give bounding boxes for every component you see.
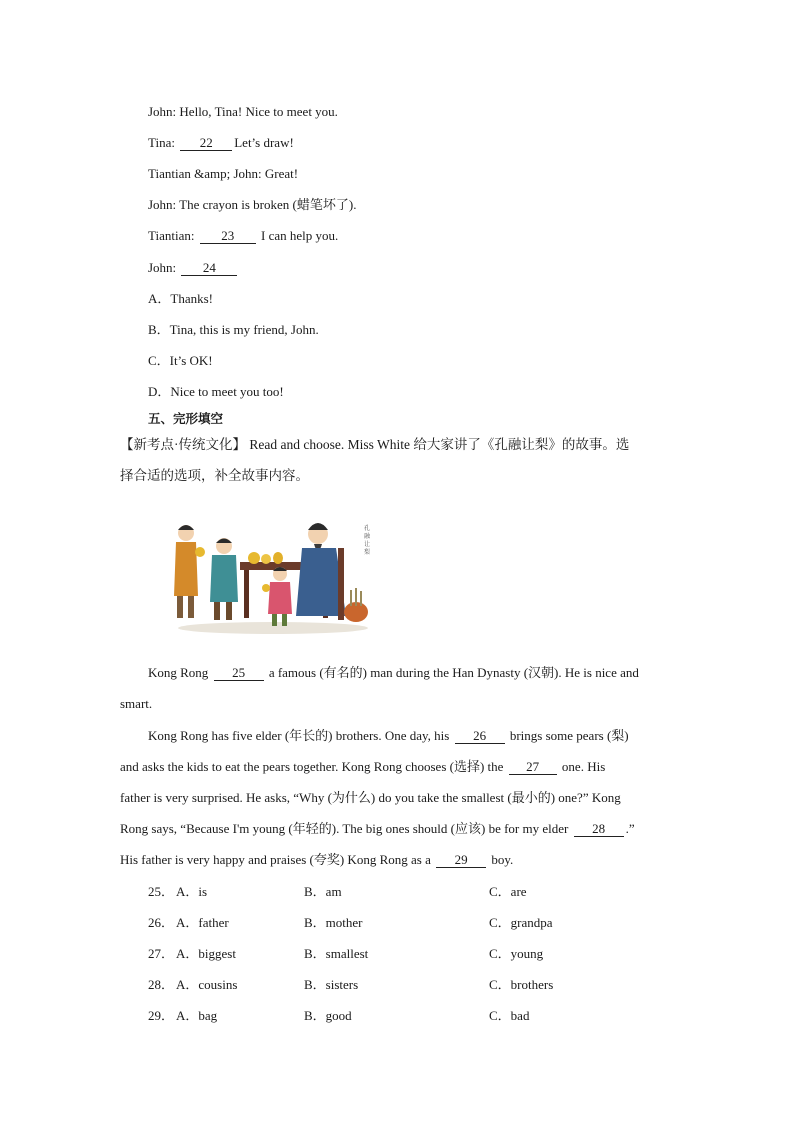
question-28-number: 28． — [148, 977, 175, 992]
story-illustration — [168, 518, 378, 636]
question-26-option-a[interactable]: A．father — [176, 915, 229, 930]
blank-28[interactable]: 28 — [574, 822, 624, 837]
speaker-text: Tina: — [148, 135, 179, 150]
question-25-option-b[interactable]: B．am — [304, 884, 342, 899]
question-28-option-b[interactable]: B．sisters — [304, 977, 359, 992]
text: His father is very happy and praises (夸奖) Kong Rong as a — [120, 852, 435, 867]
question-27-option-b[interactable]: B．smallest — [304, 946, 369, 961]
speaker-text: John: — [148, 260, 180, 275]
speaker-text: Tiantian: — [148, 228, 198, 243]
blank-26[interactable]: 26 — [455, 729, 505, 744]
question-25-number: 25． — [148, 884, 175, 899]
question-25-option-c[interactable]: C．are — [489, 884, 527, 899]
story-p2-line-5 — [120, 851, 513, 869]
section-intro-line-2: 择合适的选项，补全故事内容。 — [120, 468, 309, 483]
story-p1-line-1 — [148, 664, 639, 682]
seal-char-3: 让 — [364, 541, 371, 548]
text: boy. — [488, 852, 514, 867]
question-27-option-c[interactable]: C．young — [489, 946, 544, 961]
kong-rong-pears-image — [168, 518, 378, 636]
line-text: I can help you. — [257, 228, 339, 243]
dialogue-line-4: John: The crayon is broken (蜡笔坏了). — [148, 197, 357, 212]
text: brings some pears (梨) — [506, 728, 629, 743]
blank-25[interactable]: 25 — [214, 666, 264, 681]
question-29-option-c[interactable]: C．bad — [489, 1008, 530, 1023]
text: Kong Rong — [148, 665, 212, 680]
text: a famous (有名的) man during the Han Dynasty (汉朝). He is nice and — [265, 665, 639, 680]
question-26-option-c[interactable]: C．grandpa — [489, 915, 553, 930]
dialogue-option-d[interactable]: D．Nice to meet you too! — [148, 384, 284, 399]
question-28-option-c[interactable]: C．brothers — [489, 977, 554, 992]
story-p2-line-1 — [148, 727, 629, 745]
question-28-option-a[interactable]: A．cousins — [176, 977, 238, 992]
question-29-number: 29． — [148, 1008, 175, 1023]
text: .” — [625, 821, 635, 836]
story-p2-line-3: father is very surprised. He asks, “Why (为什么) do you take the smallest (最小的) one?” Kong — [120, 790, 621, 805]
text: Kong Rong has five elder (年长的) brothers. One day, his — [148, 728, 453, 743]
dialogue-line-1: John: Hello, Tina! Nice to meet you. — [148, 104, 338, 119]
dialogue-option-b[interactable]: B．Tina, this is my friend, John. — [148, 322, 319, 337]
dialogue-line-5 — [148, 227, 338, 245]
question-26-number: 26． — [148, 915, 175, 930]
story-p2-line-4 — [120, 820, 635, 838]
question-29-option-b[interactable]: B．good — [304, 1008, 352, 1023]
question-27-option-a[interactable]: A．biggest — [176, 946, 236, 961]
section-intro-line-1: 【新考点·传统文化】 Read and choose. Miss White 给大家讲了《孔融让梨》的故事。选 — [120, 437, 630, 452]
dialogue-option-c[interactable]: C．It’s OK! — [148, 353, 213, 368]
text: and asks the kids to eat the pears together. Kong Rong chooses (选择) the — [120, 759, 507, 774]
line-text: Let’s draw! — [234, 135, 294, 150]
question-25-option-a[interactable]: A．is — [176, 884, 208, 899]
blank-23[interactable]: 23 — [200, 229, 256, 244]
dialogue-option-a[interactable]: A．Thanks! — [148, 291, 213, 306]
story-p2-line-2 — [120, 758, 605, 776]
story-p1-line-2: smart. — [120, 696, 153, 711]
seal-char-2: 融 — [364, 533, 371, 540]
question-27-number: 27． — [148, 946, 175, 961]
dialogue-line-6 — [148, 259, 239, 277]
question-29-option-a[interactable]: A．bag — [176, 1008, 218, 1023]
dialogue-line-2 — [148, 134, 294, 152]
blank-29[interactable]: 29 — [436, 853, 486, 868]
blank-24[interactable]: 24 — [181, 261, 237, 276]
seal-char-4: 梨 — [364, 549, 371, 556]
dialogue-line-3: Tiantian &amp; John: Great! — [148, 166, 299, 181]
text: Rong says, “Because I'm young (年轻的). The big ones should (应该) be for my elder — [120, 821, 572, 836]
seal-char-1: 孔 — [364, 525, 371, 532]
section-heading: 五、完形填空 — [148, 411, 224, 426]
blank-27[interactable]: 27 — [509, 760, 557, 775]
question-26-option-b[interactable]: B．mother — [304, 915, 363, 930]
text: one. His — [558, 759, 606, 774]
blank-22[interactable]: 22 — [180, 136, 232, 151]
